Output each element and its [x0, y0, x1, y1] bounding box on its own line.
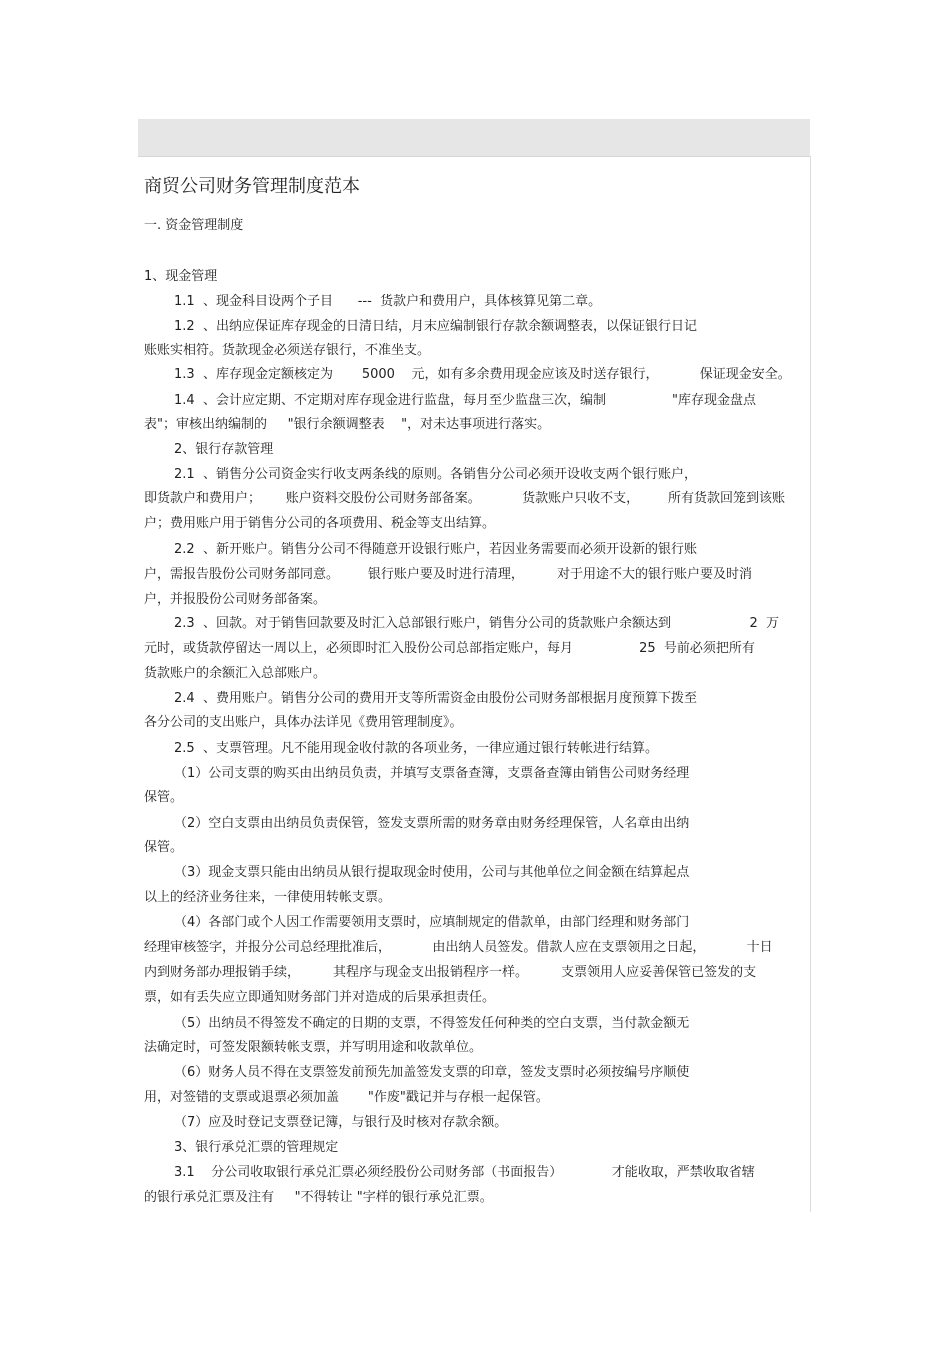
paragraph-line: 用，对签错的支票或退票必须加盖 "作废"戳记并与存根一起保管。	[144, 1090, 549, 1105]
paragraph-line: （2）空白支票由出纳员负责保管，签发支票所需的财务章由财务经理保管，人名章由出纳	[174, 816, 690, 831]
paragraph-line: 保管。	[144, 840, 184, 855]
heading-bank-deposit: 2、银行存款管理	[174, 442, 274, 457]
paragraph-line: 元时，或货款停留达一周以上，必须即时汇入股份公司总部指定账户，每月 25 号前必须把所有	[144, 641, 755, 656]
paragraph-line: 表"；审核出纳编制的 "银行余额调整表 "，对未达事项进行落实。	[144, 417, 551, 432]
paragraph-line: 户；费用账户用于销售分公司的各项费用、税金等支出结算。	[144, 516, 496, 531]
paragraph-line: 票，如有丢失应立即通知财务部门并对造成的后果承担责任。	[144, 990, 496, 1005]
paragraph-line: （6）财务人员不得在支票签发前预先加盖签发支票的印章，签发支票时必须按编号序顺使	[174, 1065, 690, 1080]
paragraph-line: 1.2 、出纳应保证库存现金的日清日结，月末应编制银行存款余额调整表，以保证银行日记	[174, 319, 697, 334]
section-heading: 一. 资金管理制度	[144, 218, 244, 233]
paragraph-line: 2.2 、新开账户。销售分公司不得随意开设银行账户，若因业务需要而必须开设新的银行账	[174, 542, 697, 557]
paragraph-line: 的银行承兑汇票及注有 "不得转让 "字样的银行承兑汇票。	[144, 1190, 493, 1205]
paragraph-line: （4）各部门或个人因工作需要领用支票时，应填制规定的借款单，由部门经理和财务部门	[174, 915, 690, 930]
paragraph-line: 账账实相符。货款现金必须送存银行，不准坐支。	[144, 343, 431, 358]
paragraph-line: （1）公司支票的购买由出纳员负责，并填写支票备查簿，支票备查簿由销售公司财务经理	[174, 766, 690, 781]
paragraph-line: 以上的经济业务往来，一律使用转帐支票。	[144, 890, 392, 905]
paragraph-line: 经理审核签字，并报分公司总经理批准后， 由出纳人员签发。借款人应在支票领用之日起， 十日	[144, 940, 773, 955]
paragraph-line: 1.4 、会计应定期、不定期对库存现金进行监盘，每月至少监盘三次，编制 "库存现金盘点	[174, 393, 757, 408]
paragraph-line: （3）现金支票只能由出纳员从银行提取现金时使用，公司与其他单位之间金额在结算起点	[174, 865, 690, 880]
paragraph-line: 货款账户的余额汇入总部账户。	[144, 666, 327, 681]
paragraph-line: 2.5 、支票管理。凡不能用现金收付款的各项业务，一律应通过银行转帐进行结算。	[174, 741, 658, 756]
paragraph-line: （5）出纳员不得签发不确定的日期的支票，不得签发任何种类的空白支票，当付款金额无	[174, 1016, 690, 1031]
paragraph-line: 户，并报股份公司财务部备案。	[144, 592, 327, 607]
paragraph-line: 1.1 、现金科目设两个子目 --- 货款户和费用户，具体核算见第二章。	[174, 294, 602, 309]
paragraph-line: 3.1 分公司收取银行承兑汇票必须经股份公司财务部（书面报告） 才能收取，严禁收取省辖	[174, 1165, 755, 1180]
paragraph-line: 各分公司的支出账户，具体办法详见《费用管理制度》。	[144, 715, 463, 730]
paragraph-line: 户，需报告股份公司财务部同意。 银行账户要及时进行清理， 对于用途不大的银行账户要及时消	[144, 567, 752, 582]
paragraph-line: 2.3 、回款。对于销售回款要及时汇入总部银行账户，销售分公司的货款账户余额达到 2 万	[174, 616, 779, 631]
paragraph-line: 2.1 、销售分公司资金实行收支两条线的原则。各销售分公司必须开设收支两个银行账户，	[174, 467, 697, 482]
paragraph-line: 法确定时，可签发限额转帐支票，并写明用途和收款单位。	[144, 1040, 483, 1055]
paragraph-line: 保管。	[144, 790, 184, 805]
paragraph-line: 1.3 、库存现金定额核定为 5000 元，如有多余费用现金应该及时送存银行， 保证现金安全。	[174, 367, 791, 382]
heading-cash-management: 1、现金管理	[144, 269, 218, 284]
paragraph-line: 2.4 、费用账户。销售分公司的费用开支等所需资金由股份公司财务部根据月度预算下拨至	[174, 691, 697, 706]
page-right-border	[810, 156, 811, 1212]
paragraph-line: 内到财务部办理报销手续， 其程序与现金支出报销程序一样。 支票领用人应妥善保管已签发的支	[144, 965, 757, 980]
document-title: 商贸公司财务管理制度范本	[144, 176, 360, 197]
paragraph-line: （7）应及时登记支票登记簿，与银行及时核对存款余额。	[174, 1115, 508, 1130]
paragraph-line: 即货款户和费用户； 账户资料交股份公司财务部备案。 货款账户只收不支， 所有货款回笼到该账	[144, 491, 786, 506]
page-header-band	[138, 119, 810, 157]
heading-acceptance-bill: 3、银行承兑汇票的管理规定	[174, 1140, 339, 1155]
